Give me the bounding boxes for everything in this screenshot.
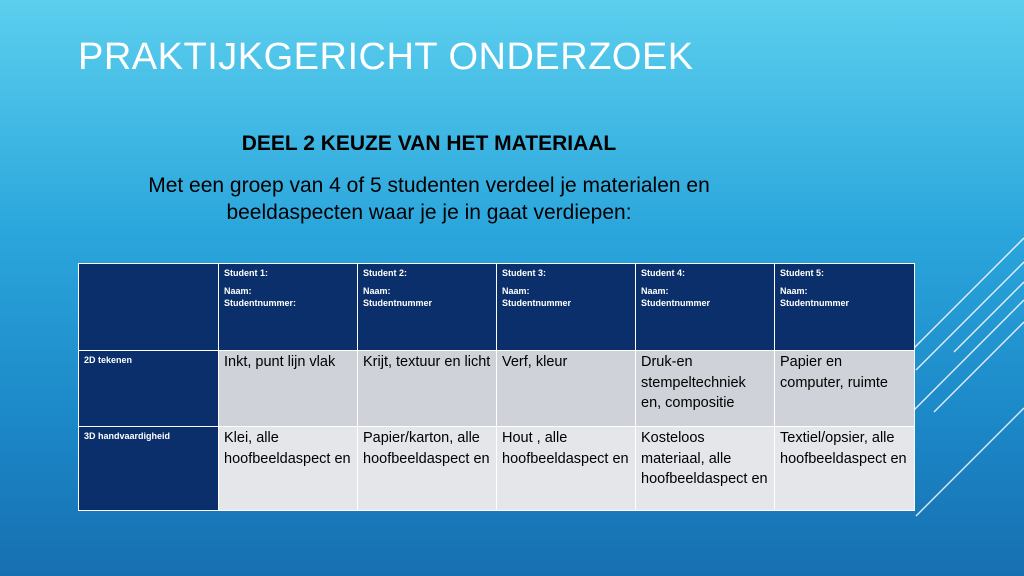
table-cell: Klei, alle hoofbeeldaspect en: [219, 427, 358, 511]
table-row-2d: [79, 351, 915, 427]
table-cell: Papier en computer, ruimte: [775, 351, 915, 427]
table-cell: Hout , alle hoofbeeldaspect en: [497, 427, 636, 511]
table-cell: Druk-en stempeltechniek en, compositie: [636, 351, 775, 427]
table-cell: Papier/karton, alle hoofbeeldaspect en: [358, 427, 497, 511]
table-cell: Verf, kleur: [497, 351, 636, 427]
header-student-5: [775, 264, 915, 351]
student-label: Student 4:: [641, 268, 685, 278]
naam-label: Naam:: [224, 286, 252, 296]
header-student-1: [219, 264, 358, 351]
studentnummer-label: Studentnummer: [641, 298, 711, 308]
table-cell: Inkt, punt lijn vlak: [219, 351, 358, 427]
section-heading: DEEL 2 KEUZE VAN HET MATERIAAL: [241, 132, 617, 155]
table-cell: Textiel/opsier, alle hoofbeeldaspect en: [775, 427, 915, 511]
intro-text: [0, 172, 858, 226]
header-student-4: [636, 264, 775, 351]
student-label: Student 3:: [502, 268, 546, 278]
header-student-2: [358, 264, 497, 351]
row-label-2d: 2D tekenen: [79, 351, 219, 427]
student-label: Student 2:: [363, 268, 407, 278]
naam-label: Naam:: [502, 286, 530, 296]
row-label-3d: 3D handvaardigheid: [79, 427, 219, 511]
table-header-row: [79, 264, 915, 351]
header-student-3: [497, 264, 636, 351]
studentnummer-label: Studentnummer: [363, 298, 433, 308]
intro-line-2: beeldaspecten waar je je in gaat verdiepen:: [226, 201, 632, 224]
intro-line-1: Met een groep van 4 of 5 studenten verdeel je materialen en: [148, 174, 710, 197]
table-cell: Krijt, textuur en licht: [358, 351, 497, 427]
studentnummer-label: Studentnummer:: [224, 298, 296, 308]
student-label: Student 5:: [780, 268, 824, 278]
slide-title: PRAKTIJKGERICHT ONDERZOEK: [78, 36, 694, 78]
table-row-3d: [79, 427, 915, 511]
material-table: [78, 263, 915, 511]
studentnummer-label: Studentnummer: [502, 298, 572, 308]
table-cell: Kosteloos materiaal, alle hoofbeeldaspect en: [636, 427, 775, 511]
studentnummer-label: Studentnummer: [780, 298, 850, 308]
student-label: Student 1:: [224, 268, 268, 278]
naam-label: Naam:: [641, 286, 669, 296]
naam-label: Naam:: [780, 286, 808, 296]
naam-label: Naam:: [363, 286, 391, 296]
header-corner-cell: [79, 264, 219, 351]
